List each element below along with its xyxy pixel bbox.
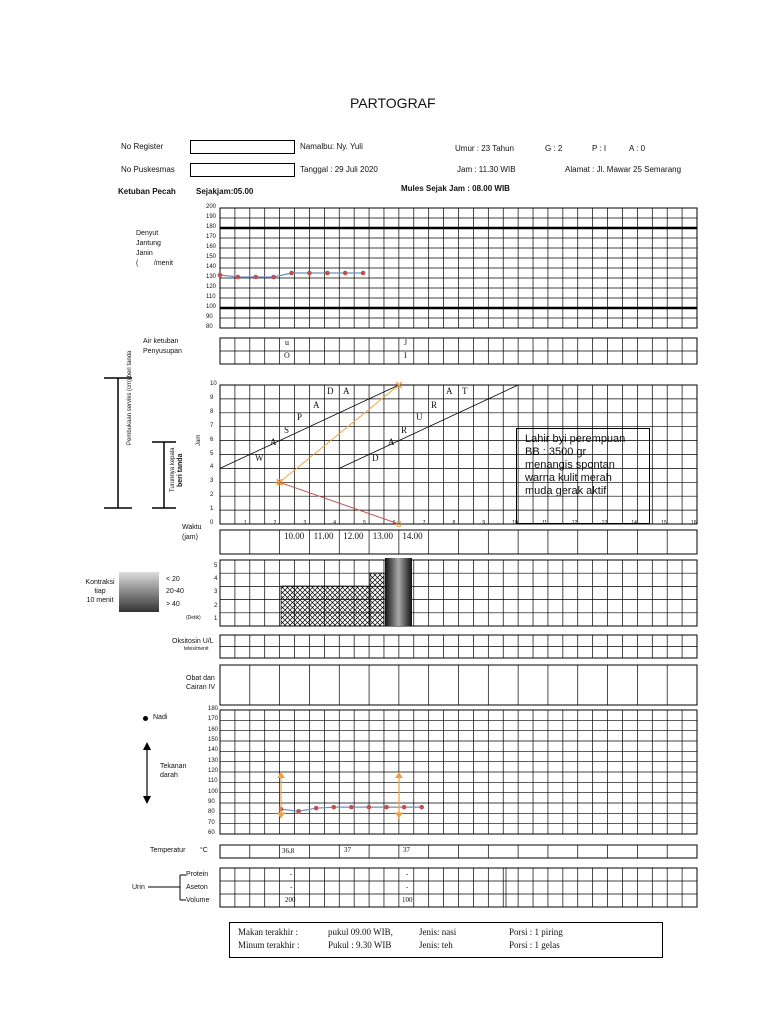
cervix-x-tick: 16 — [691, 520, 697, 526]
cervix-x-tick: 6 — [392, 520, 396, 526]
abortus: A : 0 — [629, 144, 646, 153]
volume-value-1: 200 — [285, 896, 296, 904]
oksitosin-label: Oksitosin U/L — [172, 638, 214, 645]
kontraksi-hatched-block — [370, 573, 384, 626]
vitals-y-tick: 110 — [208, 778, 218, 785]
cervix-y-tick: 9 — [210, 394, 214, 401]
penyusupan-cell-2: I — [404, 351, 407, 360]
no-puskesmas-label: No Puskesmas — [121, 165, 175, 174]
cervix-x-tick: 14 — [631, 520, 637, 526]
action-letter: A — [388, 437, 395, 447]
waktu-label: Waktu — [182, 524, 202, 531]
cervix-y-tick: 5 — [210, 450, 214, 457]
djj-y-tick: 110 — [206, 294, 216, 300]
cervix-x-tick: 5 — [363, 520, 366, 526]
kontraksi-label: Kontraksi tiap 10 menit — [85, 579, 115, 604]
djj-y-tick: 160 — [206, 244, 217, 250]
cervix-x-tick: 11 — [541, 520, 548, 526]
bp-diastolic-arrow — [277, 813, 285, 819]
cervix-x-tick: 13 — [601, 520, 608, 526]
vitals-y-tick: 130 — [208, 757, 219, 764]
djj-point — [343, 271, 348, 276]
temp-value-1: 36,8 — [282, 847, 295, 855]
djj-point — [289, 271, 294, 276]
bp-systolic-arrow — [395, 772, 403, 778]
cervix-x-tick: 10 — [512, 520, 518, 526]
nadi-point — [384, 805, 389, 810]
djj-point — [307, 271, 312, 276]
vitals-y-tick: 80 — [208, 809, 215, 816]
kontraksi-y-tick: 4 — [214, 576, 218, 583]
temp-value-3: 37 — [403, 846, 410, 854]
djj-y-tick: 180 — [206, 224, 217, 230]
aseton-value-2: - — [406, 883, 409, 891]
cairan-label: Cairan IV — [186, 684, 216, 691]
action-letter: D — [372, 453, 379, 463]
nadi-point — [349, 805, 354, 810]
djj-point — [253, 275, 258, 280]
darah-label: darah — [160, 772, 178, 779]
legend-lt20: < 20 — [166, 576, 180, 583]
cervix-y-tick: 4 — [210, 464, 214, 471]
vitals-y-tick: 90 — [208, 799, 215, 805]
nadi-point — [331, 805, 336, 810]
alert-letter: S — [284, 425, 290, 435]
temp-value-2: 37 — [344, 846, 351, 854]
djj-point — [218, 273, 223, 278]
djj-point — [236, 275, 241, 280]
kontraksi-hatched-block — [281, 586, 370, 626]
penyusupan-label: Penyusupan — [143, 348, 182, 355]
vitals-y-tick: 170 — [208, 716, 219, 723]
action-letter: A — [446, 386, 453, 396]
sejak-jam: Sejakjam:05.00 — [196, 187, 254, 196]
air-ketuban-cell-2: J — [404, 338, 408, 347]
vitals-y-tick: 160 — [208, 726, 219, 733]
waktu-time: 11.00 — [313, 531, 334, 541]
vitals-y-tick: 120 — [208, 768, 219, 774]
legend-gt40: > 40 — [166, 601, 180, 608]
vitals-y-tick: 60 — [208, 830, 215, 836]
nadi-point — [367, 805, 372, 810]
jam: Jam : 11.30 WIB — [457, 165, 516, 174]
waktu-time: 10.00 — [284, 531, 305, 541]
kontraksi-strong-block — [385, 558, 412, 626]
cervix-x-tick: 4 — [333, 520, 337, 526]
action-letter: U — [416, 412, 423, 422]
alert-letter: P — [297, 412, 303, 422]
pembukaan-serviks-label: Pembukaan serviks (cm) beri tanda — [127, 350, 133, 445]
umur: Umur : 23 Tahun — [455, 144, 514, 153]
djj-y-tick: 150 — [206, 254, 217, 260]
protein-value-2: - — [406, 870, 409, 878]
volume-label: Volume — [186, 897, 210, 904]
cervix-x-tick: 8 — [452, 520, 456, 526]
djj-y-tick: 120 — [206, 284, 217, 290]
alert-letter: A — [270, 437, 277, 447]
cervix-x-tick: 2 — [273, 520, 277, 526]
djj-label: Denyut Jantung Janin ( /menit — [136, 230, 173, 267]
waktu-time: 12.00 — [343, 531, 364, 541]
action-letter: R — [431, 400, 438, 410]
waktu-time: 13.00 — [372, 531, 394, 541]
cervix-y-tick: 10 — [210, 381, 217, 387]
kontraksi-y-tick: 2 — [214, 602, 218, 609]
cervix-x-tick: 7 — [422, 520, 426, 526]
temperatur-label: Temperatur — [150, 847, 186, 854]
djj-y-tick: 100 — [206, 304, 217, 310]
alert-letter: A — [313, 400, 320, 410]
waktu-unit: (jam) — [182, 534, 198, 541]
nadi-point — [314, 806, 319, 811]
birth-note: Lahir byi perempuan BB : 3500 gr menangis spontan warna kulit merah muda gerak aktif — [516, 428, 650, 524]
kontraksi-y-tick: 5 — [214, 563, 218, 569]
alert-letter: W — [255, 453, 264, 463]
protein-label: Protein — [186, 871, 209, 878]
aseton-value-1: - — [290, 883, 293, 891]
nama-ibu: Namalbu: Ny. Yuli — [300, 142, 363, 151]
detik-label: (Detik) — [186, 615, 201, 621]
kontraksi-y-tick: 1 — [214, 615, 218, 622]
alert-letter: A — [343, 386, 350, 396]
nadi-point — [419, 805, 424, 810]
vitals-y-tick: 100 — [208, 788, 219, 795]
djj-y-tick: 80 — [206, 324, 213, 330]
tekanan-arrow-down-icon — [143, 796, 151, 804]
action-letter: R — [401, 425, 408, 435]
aseton-label: Aseton — [186, 884, 208, 891]
cervix-y-tick: 8 — [210, 408, 214, 415]
cervix-x-tick: 3 — [303, 520, 307, 526]
cervix-y-tick: 6 — [210, 436, 214, 443]
action-letter: T — [462, 386, 468, 396]
no-register-label: No Register — [121, 142, 164, 151]
cervix-y-tick: 7 — [210, 422, 214, 429]
vitals-y-tick: 70 — [208, 819, 215, 826]
page-title: PARTOGRAF — [350, 95, 436, 111]
bp-diastolic-arrow — [395, 813, 403, 819]
djj-point — [361, 271, 366, 276]
tekanan-label: Tekanan — [160, 763, 187, 770]
cervix-y-tick: 3 — [210, 478, 214, 485]
air-ketuban-cell-1: u — [285, 338, 289, 347]
beri-tanda-label: beri tanda — [177, 453, 184, 487]
alamat: Alamat : Jl. Mawar 25 Semarang — [565, 165, 682, 174]
cervix-x-tick: 12 — [571, 520, 578, 526]
tanggal: Tanggal : 29 Juli 2020 — [300, 165, 378, 174]
cervix-y-tick: 1 — [210, 506, 214, 513]
temperatur-unit: °C — [200, 847, 208, 854]
vitals-y-tick: 180 — [208, 706, 219, 712]
volume-value-2: 100 — [402, 896, 413, 904]
djj-y-tick: 140 — [206, 264, 217, 270]
djj-y-tick: 130 — [206, 274, 217, 280]
gravida: G : 2 — [545, 144, 563, 153]
djj-y-tick: 190 — [206, 214, 217, 220]
tekanan-arrow-up-icon — [143, 742, 151, 750]
bp-systolic-arrow — [277, 772, 285, 778]
djj-y-tick: 200 — [206, 204, 217, 210]
nadi-point — [402, 805, 407, 810]
cervix-y-tick: 2 — [210, 492, 214, 499]
legend-20-40: 20-40 — [166, 588, 184, 595]
cervix-x-tick: 9 — [482, 520, 486, 526]
vitals-y-tick: 150 — [208, 737, 219, 743]
jam-axis-label: Jam — [196, 434, 202, 446]
turunnya-kepala-label: Turunnya kepala — [170, 447, 176, 492]
oksitosin-unit: tetes/menit — [184, 646, 209, 652]
protein-value-1: - — [290, 870, 293, 878]
djj-point — [325, 271, 330, 276]
cervix-x-tick: 15 — [661, 520, 667, 526]
djj-point — [271, 275, 276, 280]
vitals-y-tick: 140 — [208, 747, 219, 754]
nadi-label: Nadi — [153, 714, 168, 721]
makan-minum-box: Makan terakhir : pukul 09.00 WIB, Jenis: nasi Porsi : 1 piring Minum terakhir : Pukul : 9.30 WIB Jenis: teh Porsi : 1 gelas — [229, 922, 663, 958]
penyusupan-cell-1: O — [284, 351, 290, 360]
mules-sejak: Mules Sejak Jam : 08.00 WIB — [401, 184, 510, 193]
ketuban-pecah: Ketuban Pecah — [118, 187, 176, 196]
waktu-time: 14.00 — [402, 531, 423, 541]
urin-label: Urin — [132, 884, 145, 891]
djj-y-tick: 90 — [206, 314, 213, 320]
cervix-x-tick: 1 — [243, 520, 247, 526]
alert-letter: D — [327, 386, 334, 396]
cervix-y-tick: 0 — [210, 520, 214, 526]
para: P : I — [592, 144, 607, 153]
obat-label: Obat dan — [186, 675, 215, 682]
air-ketuban-label: Air ketuban — [143, 338, 179, 345]
djj-y-tick: 170 — [206, 234, 217, 240]
nadi-point — [296, 809, 301, 814]
kontraksi-y-tick: 3 — [214, 589, 218, 596]
